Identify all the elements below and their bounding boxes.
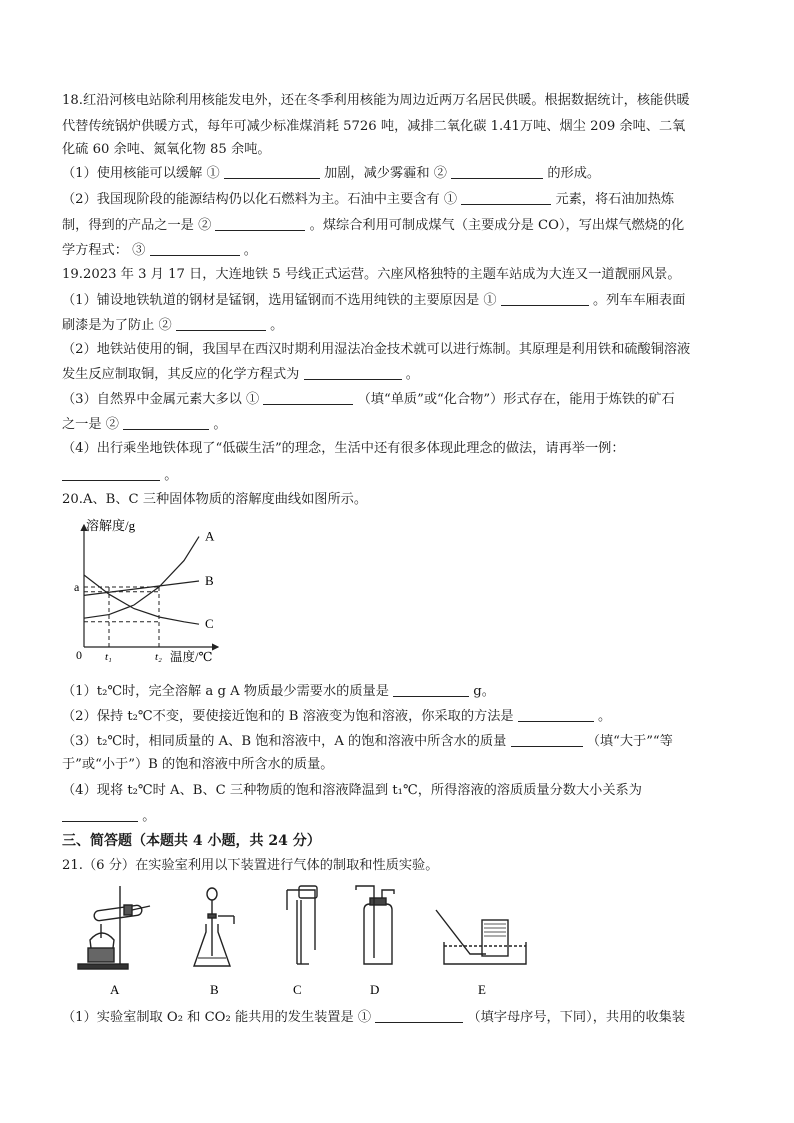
apparatus-b [194,888,234,966]
q20-sub-2 [62,707,611,726]
x-tick-t1: t₁ [105,651,112,663]
apparatus-c [287,886,317,964]
q20-sub-1 [62,682,495,701]
answer-blank[interactable] [215,216,305,231]
answer-blank[interactable] [393,682,469,697]
q19-sub-2-cont [62,365,419,384]
y-tick-a: a [74,580,80,594]
answer-blank[interactable] [461,190,551,205]
q19-sub-2: （2）地铁站使用的铜，我国早在西汉时期利用湿法冶金技术就可以进行炼制。其原理是利用铁和硫酸铜溶液 [62,342,691,357]
answer-blank[interactable] [150,241,240,256]
q19-sub1-text-a: （1）铺设地铁轨道的钢材是锰钢，选用锰钢而不选用纯铁的主要原因是 ① [62,293,497,308]
answer-blank[interactable] [375,1008,463,1023]
q18-line-3: 化硫 60 余吨、氮氧化物 85 余吨。 [62,142,271,157]
q20-sub3-text-b: （填“大于”“等 [586,734,673,749]
q19-sub2-text-c: 。 [405,367,419,382]
q21-line-1: 21.（6 分）在实验室利用以下装置进行气体的制取和性质实验。 [62,858,439,873]
q19-sub-1 [62,291,685,310]
series-label-B: B [205,573,214,588]
answer-blank[interactable] [62,466,160,481]
q18-line-1: 18.红沿河核电站除利用核能发电外，还在冬季利用核能为周边近两万名居民供暖。根据数据统计，核能供暖 [62,93,690,108]
answer-blank[interactable] [123,415,209,430]
q20-sub-3-cont: 于”或“小于”）B 的饱和溶液中所含水的质量。 [62,757,334,772]
section-title: 三、简答题（本题共 4 小题，共 24 分） [62,833,321,849]
q19-sub1-text-b: 。列车车厢表面 [593,293,686,308]
x-tick-t2: t₂ [155,651,162,663]
q18-sub1-text-c: 的形成。 [547,166,601,181]
q19-sub-4: （4）出行乘坐地铁体现了“低碳生活”的理念，生活中还有很多体现此理念的做法，请再举一例： [62,441,625,456]
q18-sub-2 [62,190,674,209]
q20-sub-4-cont [62,807,155,826]
answer-blank[interactable] [304,365,402,380]
q19-line-1: 19.2023 年 3 月 17 日，大连地铁 5 号线正式运营。六座风格独特的主题车站成为大连又一道靓丽风景。 [62,267,681,282]
answer-blank[interactable] [451,164,543,179]
q18-line-2: 代替传统锅炉供暖方式，每年可减少标准煤消耗 5726 吨，减排二氧化碳 1.41万吨、烟尘 209 余吨、二氧 [62,119,686,134]
q19-sub3-text-b: （填“单质”或“化合物”）形式存在，能用于炼铁的矿石 [357,392,675,407]
q18-sub2-text-a: （2）我国现阶段的能源结构仍以化石燃料为主。石油中主要含有 ① [62,192,458,207]
q19-sub2-text-b: 发生反应制取铜，其反应的化学方程式为 [62,367,300,382]
q20-sub1-text-a: （1）t₂℃时，完全溶解 a g A 物质最少需要水的质量是 [62,684,389,699]
q19-sub3-text-d: 。 [213,417,227,432]
y-axis-label: 溶解度/g [86,518,136,533]
series-label-C: C [205,616,214,632]
solubility-chart [68,515,228,665]
q20-sub4-text-b: 。 [142,809,156,824]
q19-sub-1-cont [62,316,283,335]
apparatus-a [78,886,150,969]
q19-sub-3-cont [62,415,227,434]
q18-sub1-text-b: 加剧，减少雾霾和 ② [324,166,447,181]
q18-sub2-text-d: 。煤综合利用可制成煤气（主要成分是 CO），写出煤气燃烧的化 [309,218,685,233]
apparatus-e [436,910,526,964]
q20-sub1-text-b: g。 [473,684,495,699]
q19-sub-3 [62,390,675,409]
apparatus-figure [70,880,540,1000]
series-line-A [84,537,199,619]
q21-sub1-text-b: （填字母序号，下同），共用的收集装 [467,1010,686,1025]
q20-line-1: 20.A、B、C 三种固体物质的溶解度曲线如图所示。 [62,492,368,507]
q20-sub-4: （4）现将 t₂℃时 A、B、C 三种物质的饱和溶液降温到 t₁℃，所得溶液的溶质质量分数大小关系为 [62,783,642,798]
answer-blank[interactable] [518,707,594,722]
q18-sub-2-eq [62,241,257,260]
q19-sub1-text-d: 。 [270,318,284,333]
answer-blank[interactable] [62,807,138,822]
q18-sub-2-cont [62,216,684,235]
answer-blank[interactable] [511,732,583,747]
series-label-A: A [205,528,215,544]
q19-sub-4-cont [62,466,177,485]
q18-sub-1 [62,164,600,183]
q19-sub1-text-c: 刷漆是为了防止 ② [62,318,172,333]
q20-sub2-text-b: 。 [598,709,612,724]
apparatus-label-E: E [478,982,486,997]
answer-blank[interactable] [263,390,353,405]
answer-blank[interactable] [501,291,589,306]
q18-sub1-text-a: （1）使用核能可以缓解 ① [62,166,220,181]
q19-sub4-text-b: 。 [164,468,178,483]
q21-sub1-text-a: （1）实验室制取 O₂ 和 CO₂ 能共用的发生装置是 ① [62,1010,372,1025]
q20-sub-3 [62,732,673,751]
q21-sub-1 [62,1008,685,1027]
apparatus-label-C: C [293,982,302,997]
q19-sub3-text-c: 之一是 ② [62,417,119,432]
q18-sub2-text-b: 元素，将石油加热炼 [555,192,675,207]
q18-sub2-text-c: 制，得到的产品之一是 ② [62,218,212,233]
apparatus-label-A: A [110,982,120,997]
apparatus-d [356,886,394,964]
x-axis-label: 温度/℃ [170,650,213,664]
q19-sub3-text-a: （3）自然界中金属元素大多以 ① [62,392,260,407]
apparatus-label-B: B [210,982,219,997]
q18-sub2-text-f: 。 [243,243,257,258]
answer-blank[interactable] [224,164,320,179]
answer-blank[interactable] [176,316,266,331]
q20-sub2-text-a: （2）保持 t₂℃不变，要使接近饱和的 B 溶液变为饱和溶液，你采取的方法是 [62,709,514,724]
origin-label: 0 [76,648,82,662]
q18-sub2-text-e: 学方程式： ③ [62,243,146,258]
apparatus-label-D: D [370,982,380,997]
q20-sub3-text-a: （3）t₂℃时，相同质量的 A、B 饱和溶液中，A 的饱和溶液中所含水的质量 [62,734,507,749]
